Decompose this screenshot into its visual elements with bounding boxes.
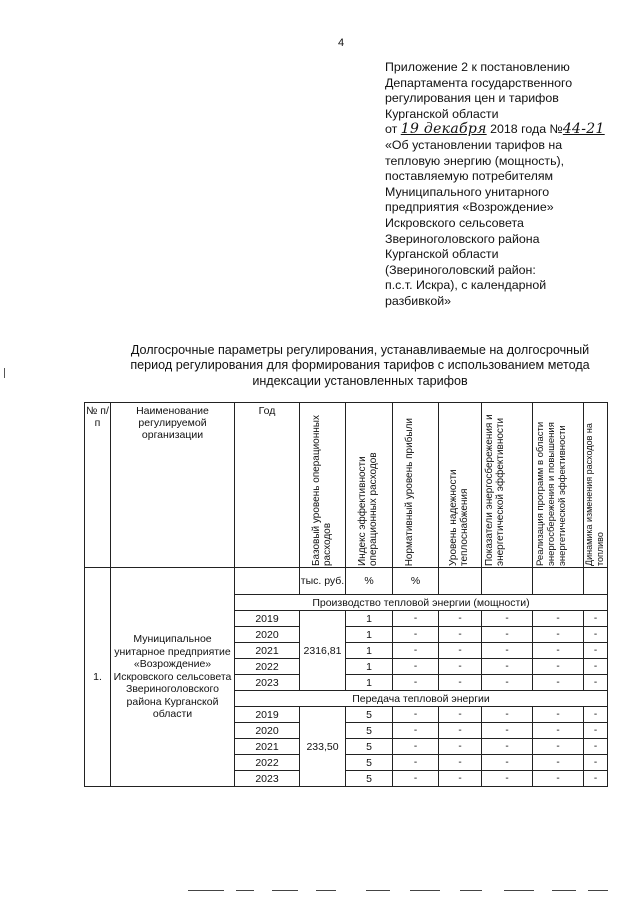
cell-energy: - <box>482 675 533 691</box>
cell-energy: - <box>482 755 533 771</box>
cell-base: 2316,81 <box>300 611 346 691</box>
row-number: 1. <box>85 568 111 787</box>
header-programs: Реализация программ в области энергосбережения и повышения энергетической эффективности <box>535 421 568 566</box>
cell-profit: - <box>393 659 439 675</box>
header-organization: Наименование регулируемой организации <box>111 403 235 568</box>
subject-line: Муниципального унитарного <box>385 184 550 199</box>
cell-programs: - <box>533 707 584 723</box>
units-empty <box>533 568 584 595</box>
cell-reliability: - <box>439 707 482 723</box>
cell-profit: - <box>393 739 439 755</box>
margin-mark <box>4 368 5 378</box>
cell-programs: - <box>533 643 584 659</box>
cell-index: 1 <box>346 675 393 691</box>
cell-index: 5 <box>346 755 393 771</box>
cell-programs: - <box>533 723 584 739</box>
cell-fuel: - <box>584 627 608 643</box>
appendix-line: Приложение 2 к постановлению <box>385 60 570 74</box>
cell-fuel: - <box>584 771 608 787</box>
cell-programs: - <box>533 611 584 627</box>
cell-index: 5 <box>346 771 393 787</box>
header-reliability-cell <box>439 403 482 568</box>
cell-index: 1 <box>346 611 393 627</box>
cell-profit: - <box>393 707 439 723</box>
organization-name: Муниципальное унитарное предприятие «Возрождение» Искровского сельсовета Звериноголовского района Курганской области <box>111 568 235 787</box>
units-year <box>235 568 300 595</box>
cell-year: 2019 <box>235 707 300 723</box>
header-energy-cell <box>482 403 533 568</box>
cell-index: 1 <box>346 659 393 675</box>
subject-line: п.с.т. Искра), с календарной <box>385 278 547 293</box>
cell-fuel: - <box>584 611 608 627</box>
cell-reliability: - <box>439 643 482 659</box>
scan-artifact-line <box>236 890 254 891</box>
units-base: тыс. руб. <box>300 568 346 595</box>
scan-artifact-line <box>316 890 336 891</box>
cell-index: 5 <box>346 707 393 723</box>
cell-programs: - <box>533 675 584 691</box>
cell-energy: - <box>482 739 533 755</box>
header-energy-indicators: Показатели энергосбережения и энергетической эффективности <box>484 414 506 566</box>
cell-fuel: - <box>584 643 608 659</box>
cell-profit: - <box>393 755 439 771</box>
cell-programs: - <box>533 627 584 643</box>
scan-artifact-line <box>272 890 298 891</box>
units-row <box>85 568 608 595</box>
subject-line: «Об установлении тарифов на <box>385 137 563 152</box>
title-line: Долгосрочные параметры регулирования, устанавливаемые на долгосрочный <box>130 343 590 357</box>
appendix-header <box>385 60 635 310</box>
cell-programs: - <box>533 659 584 675</box>
cell-year: 2021 <box>235 643 300 659</box>
cell-profit: - <box>393 627 439 643</box>
page-number: 4 <box>338 37 345 49</box>
subject-line: Курганской области <box>385 247 499 262</box>
scan-artifact-line <box>366 890 390 891</box>
title-line: период регулирования для формирования тарифов с использованием метода <box>130 358 590 373</box>
cell-reliability: - <box>439 755 482 771</box>
cell-fuel: - <box>584 675 608 691</box>
section-title: Передача тепловой энергии <box>235 691 608 707</box>
cell-energy: - <box>482 627 533 643</box>
subject-line: (Звериноголовский район: <box>385 262 536 277</box>
regulation-parameters-table <box>84 402 608 787</box>
header-profit-cell <box>393 403 439 568</box>
cell-reliability: - <box>439 611 482 627</box>
cell-fuel: - <box>584 659 608 675</box>
cell-energy: - <box>482 659 533 675</box>
units-empty <box>439 568 482 595</box>
handwritten-date: 19 декабря <box>400 121 487 138</box>
cell-programs: - <box>533 755 584 771</box>
cell-reliability: - <box>439 675 482 691</box>
cell-index: 1 <box>346 643 393 659</box>
header-programs-cell <box>533 403 584 568</box>
cell-index: 5 <box>346 723 393 739</box>
cell-reliability: - <box>439 771 482 787</box>
date-line <box>385 122 635 138</box>
cell-year: 2023 <box>235 675 300 691</box>
cell-reliability: - <box>439 627 482 643</box>
units-empty <box>482 568 533 595</box>
subject-line: Звериноголовского района <box>385 231 540 246</box>
cell-fuel: - <box>584 707 608 723</box>
handwritten-number: 44-21 <box>562 121 605 138</box>
cell-profit: - <box>393 675 439 691</box>
subject-line: предприятия «Возрождение» <box>385 200 554 215</box>
header-row <box>85 403 608 568</box>
header-fuel: Динамика изменения расходов на топливо <box>584 423 605 566</box>
section-title: Производство тепловой энергии (мощности) <box>235 595 608 611</box>
scan-artifact-line <box>188 890 224 891</box>
scan-artifact-line <box>588 890 608 891</box>
header-base: Базовый уровень операционных расходов <box>310 415 333 566</box>
appendix-line: регулирования цен и тарифов <box>385 91 559 106</box>
header-num: № п/п <box>85 403 111 568</box>
cell-programs: - <box>533 771 584 787</box>
document-title <box>100 343 620 389</box>
units-empty <box>584 568 608 595</box>
units-profit: % <box>393 568 439 595</box>
cell-energy: - <box>482 611 533 627</box>
cell-year: 2022 <box>235 659 300 675</box>
cell-programs: - <box>533 739 584 755</box>
cell-profit: - <box>393 643 439 659</box>
cell-reliability: - <box>439 659 482 675</box>
units-index: % <box>346 568 393 595</box>
subject-line: тепловую энергию (мощность), <box>385 153 565 168</box>
scan-artifact-line <box>460 890 482 891</box>
cell-energy: - <box>482 771 533 787</box>
cell-fuel: - <box>584 723 608 739</box>
subject-line: поставляемую потребителям <box>385 169 554 184</box>
cell-year: 2020 <box>235 723 300 739</box>
cell-reliability: - <box>439 739 482 755</box>
cell-fuel: - <box>584 755 608 771</box>
subject-line: Искровского сельсовета <box>385 215 524 230</box>
header-index: Индекс эффективности операционных расходов <box>357 452 379 566</box>
cell-year: 2023 <box>235 771 300 787</box>
cell-energy: - <box>482 723 533 739</box>
cell-index: 5 <box>346 739 393 755</box>
scan-artifact-line <box>410 890 440 891</box>
header-profit: Нормативный уровень прибыли <box>403 417 415 566</box>
header-base-cell <box>300 403 346 568</box>
cell-base: 233,50 <box>300 707 346 787</box>
scan-artifact-line <box>504 890 534 891</box>
title-line: индексации установленных тарифов <box>252 373 468 388</box>
cell-index: 1 <box>346 627 393 643</box>
subject-line: разбивкой» <box>385 293 452 308</box>
appendix-line: Курганской области <box>385 106 499 121</box>
header-year: Год <box>235 403 300 568</box>
cell-profit: - <box>393 611 439 627</box>
cell-profit: - <box>393 771 439 787</box>
cell-year: 2019 <box>235 611 300 627</box>
cell-year: 2022 <box>235 755 300 771</box>
date-year: 2018 года № <box>490 122 563 137</box>
cell-energy: - <box>482 643 533 659</box>
header-fuel-cell <box>584 403 608 568</box>
appendix-line: Департамента государственного <box>385 75 573 90</box>
header-index-cell <box>346 403 393 568</box>
cell-fuel: - <box>584 739 608 755</box>
header-reliability: Уровень надежности теплоснабжения <box>448 469 470 566</box>
date-prefix: от <box>385 122 398 137</box>
cell-year: 2020 <box>235 627 300 643</box>
cell-year: 2021 <box>235 739 300 755</box>
cell-profit: - <box>393 723 439 739</box>
scan-artifact-line <box>552 890 576 891</box>
cell-reliability: - <box>439 723 482 739</box>
cell-energy: - <box>482 707 533 723</box>
